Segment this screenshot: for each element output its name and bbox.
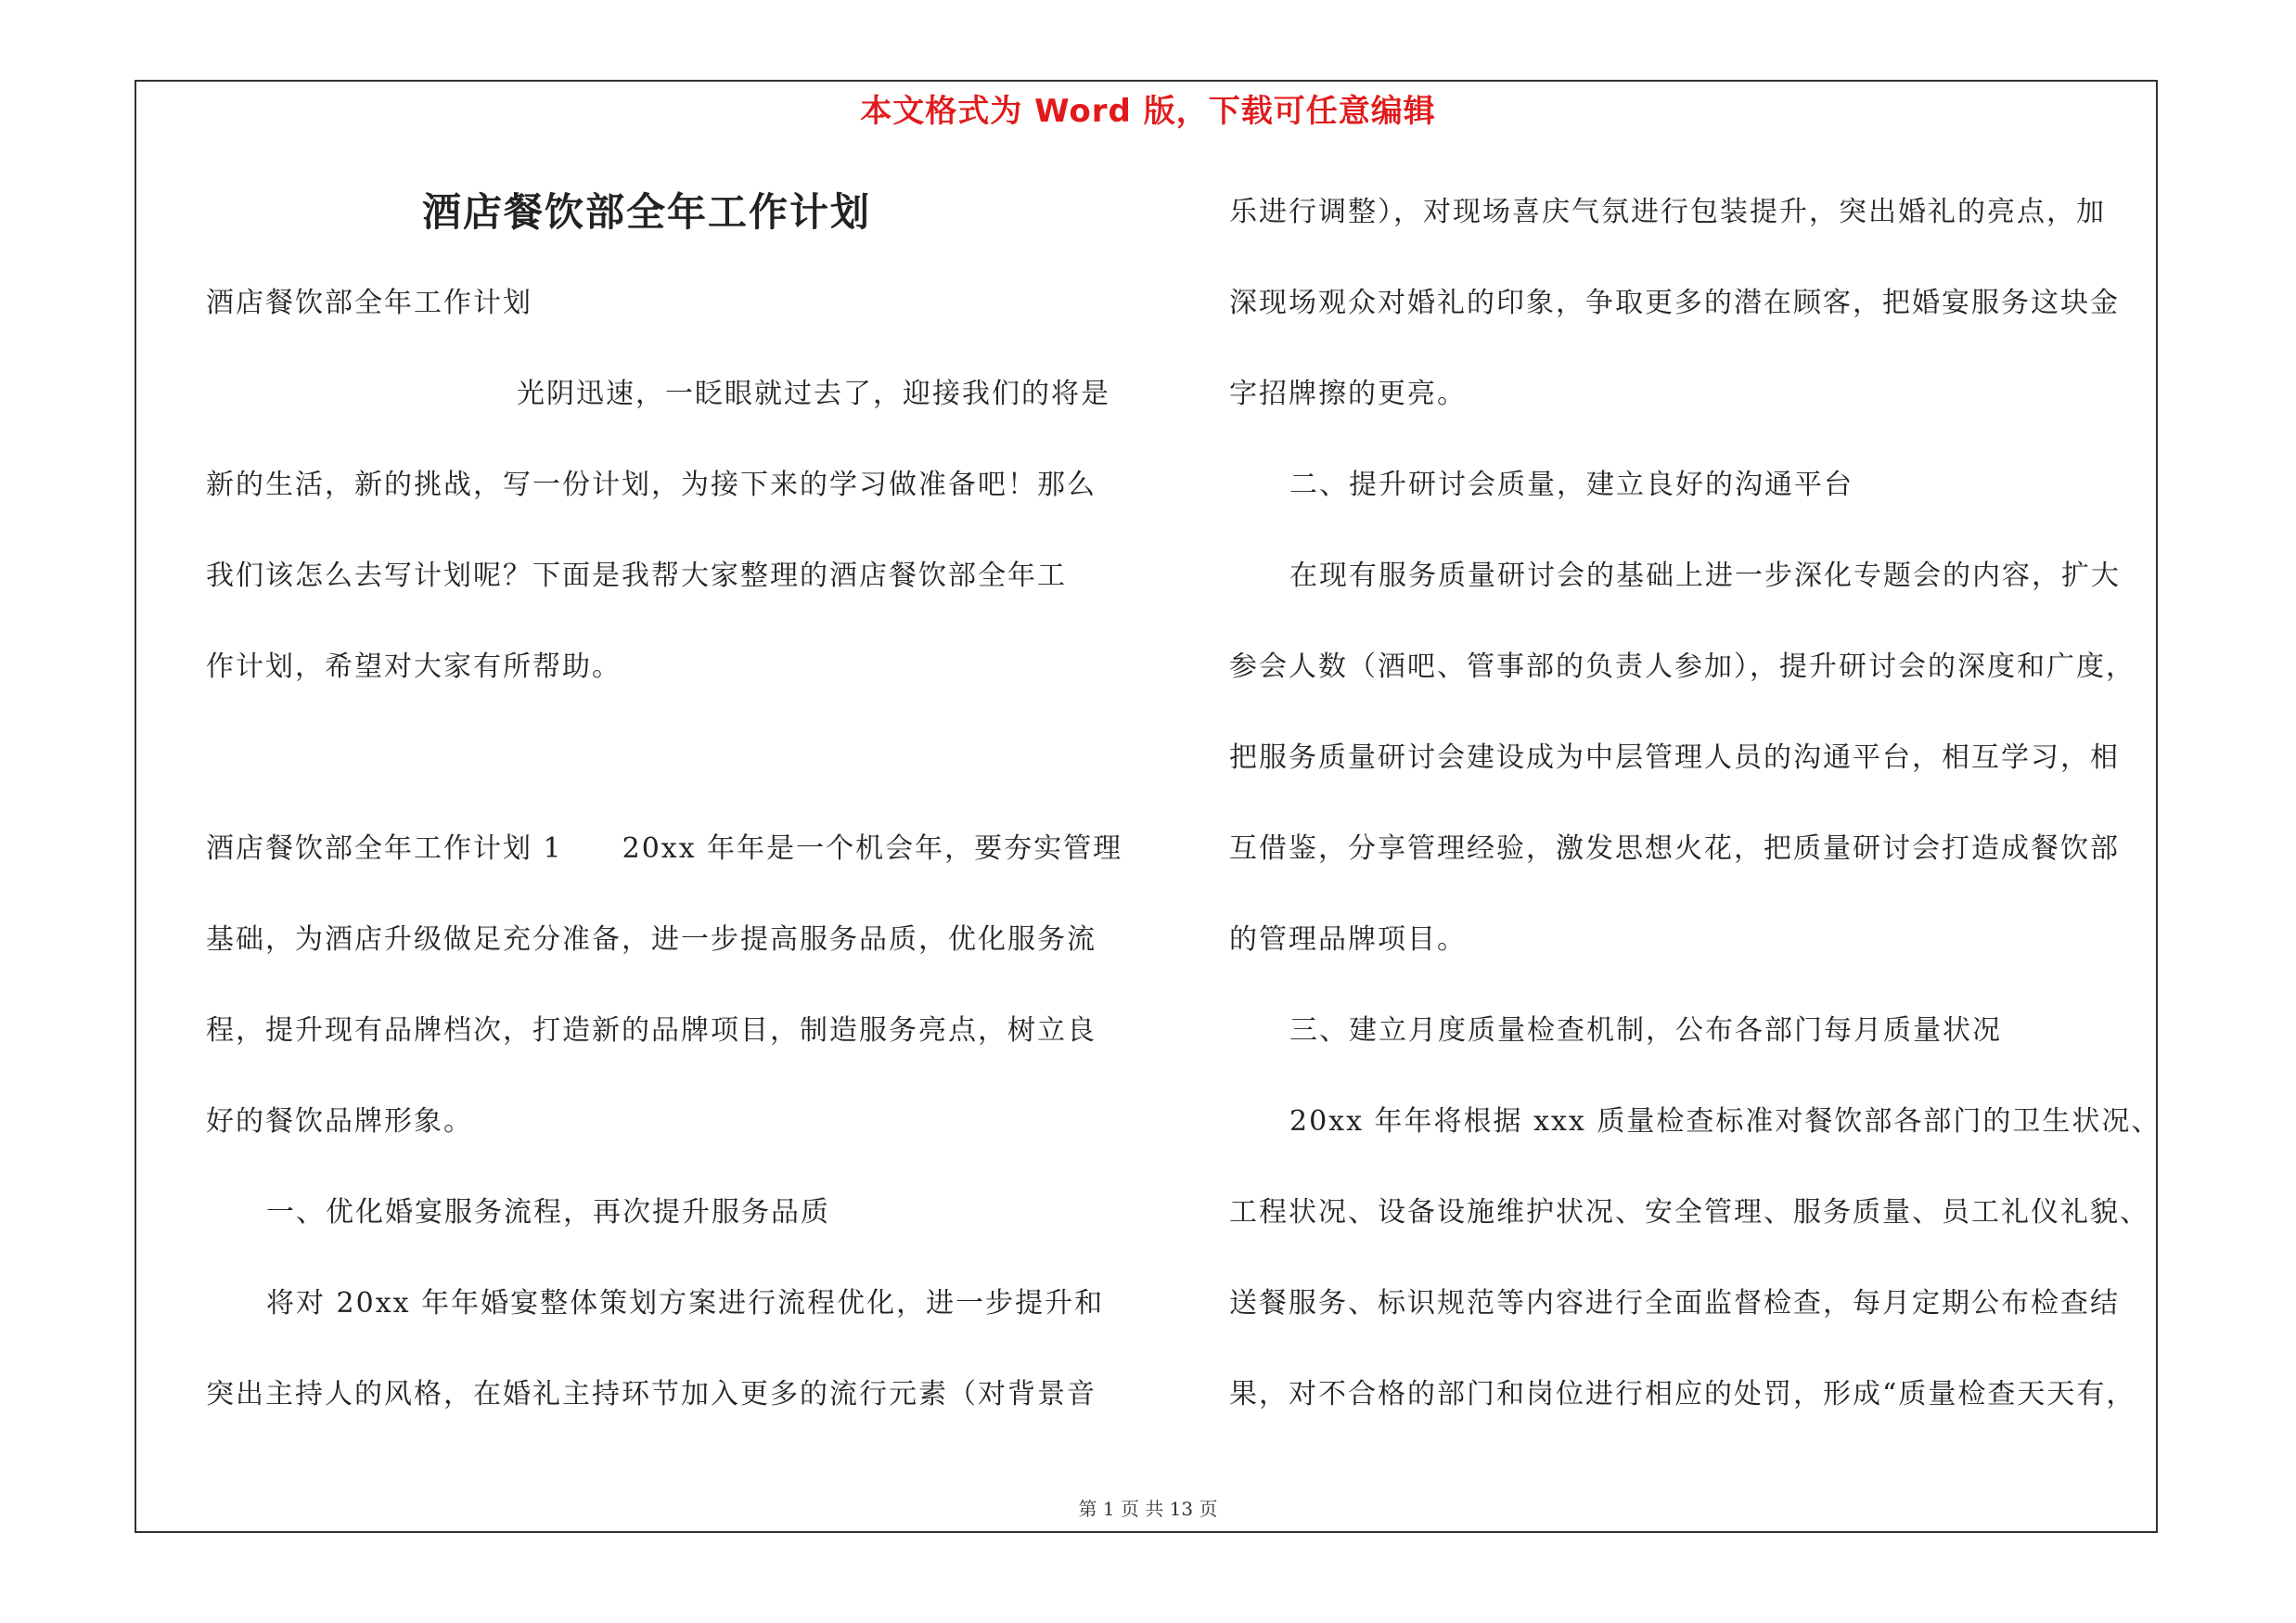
paragraph-line: 好的餐饮品牌形象。: [206, 1105, 473, 1138]
paragraph-line: 送餐服务、标识规范等内容进行全面监督检查，每月定期公布检查结: [1229, 1287, 2120, 1320]
word-format-banner: 本文格式为 Word 版，下载可任意编辑: [860, 93, 1436, 130]
paragraph-line: 深现场观众对婚礼的印象，争取更多的潜在顾客，把婚宴服务这块金: [1229, 287, 2120, 319]
paragraph-line: 果，对不合格的部门和岗位进行相应的处罚，形成“质量检查天天有，: [1229, 1378, 2136, 1410]
paragraph-line: 工程状况、设备设施维护状况、安全管理、服务质量、员工礼仪礼貌、: [1229, 1196, 2149, 1229]
paragraph-line: 我们该怎么去写计划呢？下面是我帮大家整理的酒店餐饮部全年工: [206, 560, 1067, 592]
blank-line: [206, 713, 1124, 804]
paragraph-line: 突出主持人的风格，在婚礼主持环节加入更多的流行元素（对背景音: [206, 1378, 1097, 1410]
right-column: [1229, 167, 2161, 1440]
subtitle-line: 酒店餐饮部全年工作计划: [206, 287, 532, 319]
paragraph-line: 光阴迅速，一眨眼就过去了，迎接我们的将是: [517, 378, 1110, 410]
paragraph-line: 酒店餐饮部全年工作计划 1 20xx 年年是一个机会年，要夯实管理: [206, 832, 1123, 865]
paragraph-line: 把服务质量研讨会建设成为中层管理人员的沟通平台，相互学习，相: [1229, 741, 2120, 774]
section-heading: 一、优化婚宴服务流程，再次提升服务品质: [266, 1196, 830, 1229]
section-heading: 二、提升研讨会质量，建立良好的沟通平台: [1289, 469, 1853, 501]
paragraph-line: 程，提升现有品牌档次，打造新的品牌项目，制造服务亮点，树立良: [206, 1014, 1097, 1047]
paragraph-line: 参会人数（酒吧、管事部的负责人参加），提升研讨会的深度和广度，: [1229, 650, 2136, 683]
paragraph-line: 字招牌擦的更亮。: [1229, 378, 1467, 410]
paragraph-line: 在现有服务质量研讨会的基础上进一步深化专题会的内容，扩大: [1289, 560, 2121, 592]
paragraph-line: 基础，为酒店升级做足充分准备，进一步提高服务品质，优化服务流: [206, 923, 1097, 956]
section-heading: 三、建立月度质量检查机制，公布各部门每月质量状况: [1289, 1014, 2002, 1047]
paragraph-line: 作计划，希望对大家有所帮助。: [206, 650, 622, 683]
page-number-footer: 第 1 页 共 13 页: [1078, 1498, 1218, 1520]
paragraph-line: 乐进行调整），对现场喜庆气氛进行包装提升，突出婚礼的亮点，加: [1229, 196, 2106, 228]
paragraph-line: 20xx 年年将根据 xxx 质量检查标准对餐饮部各部门的卫生状况、: [1289, 1105, 2161, 1138]
paragraph-line: 新的生活，新的挑战，写一份计划，为接下来的学习做准备吧！那么: [206, 469, 1097, 501]
document-title: 酒店餐饮部全年工作计划: [421, 189, 871, 235]
left-column: [206, 167, 1124, 1440]
paragraph-line: 互借鉴，分享管理经验，激发思想火花，把质量研讨会打造成餐饮部: [1229, 832, 2120, 865]
paragraph-line: 的管理品牌项目。: [1229, 923, 1467, 956]
paragraph-line: 将对 20xx 年年婚宴整体策划方案进行流程优化，进一步提升和: [266, 1287, 1105, 1320]
